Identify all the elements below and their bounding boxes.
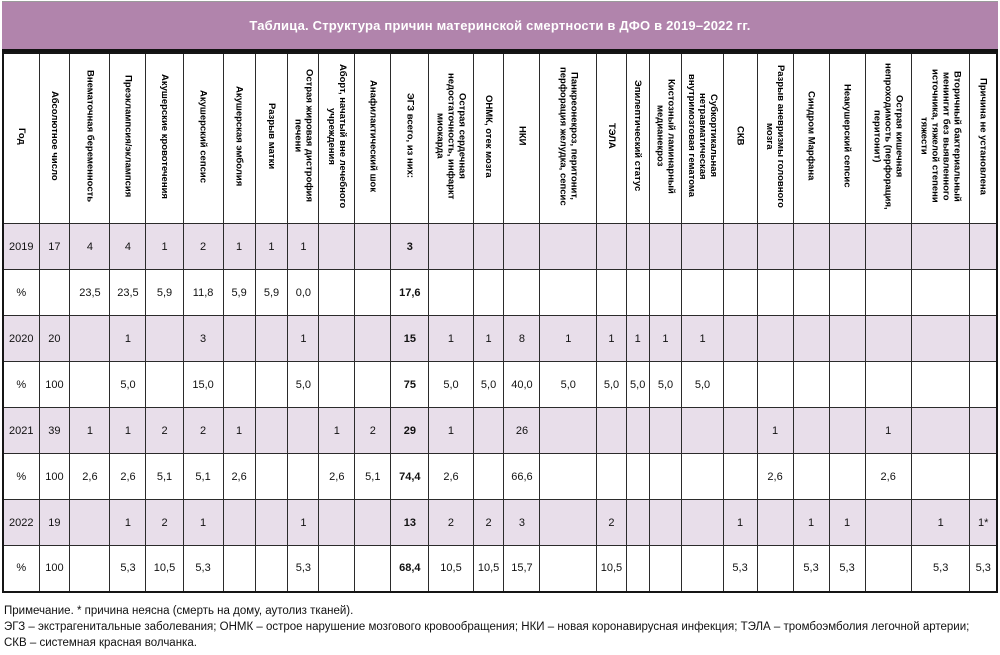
table-cell (288, 408, 319, 454)
table-cell (911, 454, 970, 500)
table-cell: 1 (793, 500, 829, 546)
column-header-label: Острая жировая дистрофия печени (292, 69, 315, 203)
table-cell (911, 316, 970, 362)
table-cell: 66,6 (504, 454, 540, 500)
column-header-label: Акушерский сепсис (197, 89, 209, 183)
table-cell (70, 316, 110, 362)
column-header-label: ОНМК, отек мозга (483, 94, 495, 178)
page (2, 1, 998, 651)
table-cell: 100 (39, 454, 70, 500)
table-cell: 2,6 (757, 454, 793, 500)
column-header (597, 53, 627, 224)
table-cell: 1 (429, 316, 473, 362)
column-header (865, 53, 911, 224)
table-cell (682, 270, 723, 316)
table-cell (355, 316, 391, 362)
table-cell: 1 (110, 408, 146, 454)
table-cell: 1* (970, 500, 997, 546)
table-cell (723, 408, 757, 454)
table-cell: 15,7 (504, 546, 540, 592)
table-cell (473, 224, 504, 270)
column-header (911, 53, 970, 224)
table-cell: 19 (39, 500, 70, 546)
table-cell: 2,6 (319, 454, 355, 500)
table-cell (223, 316, 255, 362)
table-cell (597, 270, 627, 316)
table-cell (911, 362, 970, 408)
table-cell: 75 (391, 362, 429, 408)
table-row-year (3, 316, 997, 362)
table-cell: 1 (110, 316, 146, 362)
table-cell: 1 (829, 500, 865, 546)
table-cell: 1 (473, 316, 504, 362)
column-header-label: Синдром Марфана (805, 91, 817, 181)
table-cell (39, 270, 70, 316)
table-cell: 17,6 (391, 270, 429, 316)
table-cell (626, 500, 649, 546)
table-cell (723, 316, 757, 362)
table-row-percent (3, 270, 997, 316)
table-cell: 4 (110, 224, 146, 270)
table-cell (626, 224, 649, 270)
table-cell: 15 (391, 316, 429, 362)
table-cell: 5,0 (626, 362, 649, 408)
table-cell: 5,0 (540, 362, 597, 408)
table-cell: 13 (391, 500, 429, 546)
table-title: Таблица. Структура причин материнской смертности в ДФО в 2019–2022 гг. (249, 18, 751, 33)
table-cell (793, 316, 829, 362)
table-cell (865, 546, 911, 592)
table-cell: 11,8 (183, 270, 223, 316)
row-label: % (3, 270, 39, 316)
table-cell (793, 224, 829, 270)
row-label: 2019 (3, 224, 39, 270)
column-header-label: Панкреонекроз, перитонит, перфорация желудка, сепсис (557, 66, 580, 206)
column-header-label: Вторичный бактериальный менингит без выявленного источника, тяжелой степени тяжести (918, 69, 963, 203)
column-header (540, 53, 597, 224)
table-cell (255, 362, 288, 408)
table-cell (970, 454, 997, 500)
table-cell (970, 224, 997, 270)
table-cell (793, 454, 829, 500)
column-header (429, 53, 473, 224)
table-cell: 1 (288, 500, 319, 546)
table-cell: 2,6 (110, 454, 146, 500)
table-cell (626, 270, 649, 316)
column-header-label: Разрыв матки (265, 102, 277, 170)
table-cell (626, 408, 649, 454)
table-body (3, 224, 997, 592)
table-cell (682, 408, 723, 454)
table-cell (757, 270, 793, 316)
table-cell: 5,0 (473, 362, 504, 408)
table-cell: 40,0 (504, 362, 540, 408)
table-cell: 1 (146, 224, 183, 270)
table-cell (682, 224, 723, 270)
table-cell: 1 (183, 500, 223, 546)
table-cell (473, 454, 504, 500)
table-cell (793, 270, 829, 316)
mortality-table (2, 52, 998, 593)
column-header-label: Разрыв аневризмы головного мозга (764, 64, 787, 208)
column-header-label: Акушерские кровотечения (159, 73, 170, 199)
table-cell: 100 (39, 546, 70, 592)
table-cell (757, 500, 793, 546)
table-cell: 1 (319, 408, 355, 454)
table-cell: 5,3 (911, 546, 970, 592)
table-cell: 2 (146, 408, 183, 454)
table-cell (70, 362, 110, 408)
table-cell: 5,1 (355, 454, 391, 500)
column-header-label: ЭГЗ всего, из них: (404, 93, 416, 179)
table-cell: 1 (429, 408, 473, 454)
table-cell: 3 (183, 316, 223, 362)
column-header-label: Год (15, 127, 27, 145)
table-cell: 2,6 (70, 454, 110, 500)
table-cell (255, 546, 288, 592)
table-cell: 2 (183, 408, 223, 454)
table-cell (255, 316, 288, 362)
column-header (473, 53, 504, 224)
table-cell (255, 454, 288, 500)
table-cell (757, 362, 793, 408)
table-cell: 10,5 (429, 546, 473, 592)
column-header-label: Преэклампсия/эклампсия (122, 74, 134, 198)
table-cell (429, 270, 473, 316)
table-cell: 20 (39, 316, 70, 362)
column-header-label: Эпилептический статус (632, 80, 644, 192)
header-row (3, 53, 997, 224)
table-cell (865, 270, 911, 316)
column-header (391, 53, 429, 224)
table-cell: 5,0 (110, 362, 146, 408)
table-cell: 10,5 (146, 546, 183, 592)
table-cell (757, 316, 793, 362)
table-cell (723, 270, 757, 316)
column-header-label: СКВ (734, 126, 746, 146)
table-cell: 5,3 (829, 546, 865, 592)
table-cell: 17 (39, 224, 70, 270)
table-cell (597, 408, 627, 454)
table-cell (597, 224, 627, 270)
table-cell (355, 224, 391, 270)
table-cell: 68,4 (391, 546, 429, 592)
column-header (355, 53, 391, 224)
table-cell (473, 270, 504, 316)
table-cell (723, 454, 757, 500)
table-cell: 26 (504, 408, 540, 454)
table-cell: 5,9 (146, 270, 183, 316)
table-cell: 100 (39, 362, 70, 408)
table-cell: 39 (39, 408, 70, 454)
table-cell: 5,3 (110, 546, 146, 592)
table-cell (319, 270, 355, 316)
note-line: ЭГЗ – экстрагенитальные заболевания; ОНМК – острое нарушение мозгового кровообращения; НКИ – новая коронавирусная инфекция; ТЭЛА – тромбоэмболия легочной артерии; (4, 620, 970, 633)
table-cell (649, 408, 682, 454)
table-cell (649, 500, 682, 546)
table-cell (829, 224, 865, 270)
table-cell (970, 362, 997, 408)
table-cell: 8 (504, 316, 540, 362)
table-cell: 5,0 (429, 362, 473, 408)
column-header (70, 53, 110, 224)
column-header (146, 53, 183, 224)
table-cell (911, 224, 970, 270)
table-cell (626, 546, 649, 592)
table-cell: 5,3 (970, 546, 997, 592)
column-header (649, 53, 682, 224)
table-title-bar (2, 1, 998, 52)
table-cell: 1 (597, 316, 627, 362)
table-cell (682, 454, 723, 500)
note-line: Примечание. * причина неясна (смерть на дому, аутолиз тканей). (4, 604, 354, 617)
table-cell: 1 (223, 224, 255, 270)
table-cell: 23,5 (110, 270, 146, 316)
table-cell (649, 270, 682, 316)
table-cell (793, 408, 829, 454)
column-header (504, 53, 540, 224)
table-cell (970, 270, 997, 316)
table-cell: 5,3 (723, 546, 757, 592)
column-header (793, 53, 829, 224)
table-row-percent (3, 362, 997, 408)
table-cell (429, 224, 473, 270)
table-row-year (3, 224, 997, 270)
table-cell: 5,1 (183, 454, 223, 500)
column-header (682, 53, 723, 224)
table-cell: 3 (504, 500, 540, 546)
table-cell (319, 224, 355, 270)
table-cell (223, 546, 255, 592)
table-cell: 23,5 (70, 270, 110, 316)
table-cell (626, 454, 649, 500)
table-cell: 10,5 (597, 546, 627, 592)
row-label: % (3, 362, 39, 408)
table-cell (829, 316, 865, 362)
table-cell: 1 (223, 408, 255, 454)
table-cell (355, 270, 391, 316)
column-header-label: Абсолютное число (48, 91, 60, 181)
table-cell (649, 224, 682, 270)
column-header (110, 53, 146, 224)
table-row-year (3, 500, 997, 546)
table-cell (146, 316, 183, 362)
table-cell (288, 454, 319, 500)
row-label: 2022 (3, 500, 39, 546)
column-header (183, 53, 223, 224)
column-header-label: Анафилактический шок (367, 79, 379, 193)
table-cell (793, 362, 829, 408)
table-cell: 5,9 (223, 270, 255, 316)
table-cell: 5,3 (288, 546, 319, 592)
table-cell (865, 224, 911, 270)
column-header-label: Острая кишечная непроходимость (перфорация, перитонит) (871, 62, 905, 210)
table-cell: 15,0 (183, 362, 223, 408)
table-cell: 1 (911, 500, 970, 546)
table-cell (597, 454, 627, 500)
table-cell (319, 500, 355, 546)
table-cell (865, 316, 911, 362)
table-cell: 2,6 (429, 454, 473, 500)
table-cell (757, 546, 793, 592)
table-cell: 1 (626, 316, 649, 362)
table-cell (70, 546, 110, 592)
table-row-year (3, 408, 997, 454)
table-cell (355, 500, 391, 546)
table-cell (540, 500, 597, 546)
column-header-label: Внематочная беременность (84, 69, 96, 203)
table-cell (682, 546, 723, 592)
table-cell: 1 (757, 408, 793, 454)
note-line: СКВ – системная красная волчанка. (4, 636, 197, 649)
table-cell: 5,9 (255, 270, 288, 316)
table-cell: 1 (723, 500, 757, 546)
table-cell: 2 (355, 408, 391, 454)
table-cell: 5,0 (649, 362, 682, 408)
table-cell: 1 (110, 500, 146, 546)
table-cell: 1 (288, 224, 319, 270)
table-cell: 3 (391, 224, 429, 270)
table-notes (2, 593, 998, 651)
column-header-label: Аборт, начатый вне лечебного учреждения (325, 63, 348, 209)
column-header (288, 53, 319, 224)
table-cell: 1 (288, 316, 319, 362)
table-cell (355, 362, 391, 408)
table-cell (473, 408, 504, 454)
table-cell (319, 362, 355, 408)
column-header (39, 53, 70, 224)
table-cell: 2 (146, 500, 183, 546)
table-cell (682, 500, 723, 546)
column-header-label: ТЭЛА (605, 123, 617, 149)
table-cell: 5,0 (682, 362, 723, 408)
table-cell: 2 (183, 224, 223, 270)
table-cell (970, 408, 997, 454)
table-cell: 1 (865, 408, 911, 454)
table-cell (146, 362, 183, 408)
table-cell (829, 270, 865, 316)
column-header (626, 53, 649, 224)
table-cell (319, 546, 355, 592)
table-cell: 2 (429, 500, 473, 546)
column-header (3, 53, 39, 224)
table-cell: 1 (682, 316, 723, 362)
table-cell (255, 500, 288, 546)
table-cell (649, 454, 682, 500)
table-cell (723, 362, 757, 408)
table-cell: 5,0 (288, 362, 319, 408)
table-cell (540, 454, 597, 500)
column-header (319, 53, 355, 224)
table-header (3, 53, 997, 224)
column-header-label: Акушерская эмболия (233, 85, 245, 187)
table-cell (540, 546, 597, 592)
column-header-label: НКИ (516, 126, 528, 146)
column-header-label: Кистозный ламинарный медианекроз (654, 78, 677, 194)
column-header (255, 53, 288, 224)
table-row-percent (3, 454, 997, 500)
table-cell (319, 316, 355, 362)
table-cell (504, 224, 540, 270)
column-header (970, 53, 997, 224)
table-cell (255, 408, 288, 454)
column-header (723, 53, 757, 224)
table-cell: 1 (540, 316, 597, 362)
table-cell (911, 270, 970, 316)
row-label: 2021 (3, 408, 39, 454)
table-cell (649, 546, 682, 592)
table-cell (970, 316, 997, 362)
table-cell (829, 408, 865, 454)
table-cell: 10,5 (473, 546, 504, 592)
column-header (223, 53, 255, 224)
table-cell: 5,3 (183, 546, 223, 592)
table-cell (723, 224, 757, 270)
column-header-label: Острая сердечная недостаточность, инфаркт миокарда (434, 72, 468, 200)
table-cell: 2,6 (865, 454, 911, 500)
column-header-label: Неакушерский сепсис (841, 84, 853, 188)
table-cell: 4 (70, 224, 110, 270)
table-cell (865, 500, 911, 546)
table-cell (504, 270, 540, 316)
table-cell: 5,1 (146, 454, 183, 500)
row-label: 2020 (3, 316, 39, 362)
table-cell: 2 (597, 500, 627, 546)
table-cell (540, 270, 597, 316)
table-cell (829, 454, 865, 500)
column-header-label: Субкортикальная нетравматическая внутримозговая гематома (686, 74, 720, 198)
table-cell (865, 362, 911, 408)
table-cell: 1 (70, 408, 110, 454)
table-cell (829, 362, 865, 408)
row-label: % (3, 546, 39, 592)
column-header-label: Причина не установлена (977, 77, 989, 195)
table-cell (70, 500, 110, 546)
table-cell: 2,6 (223, 454, 255, 500)
table-cell: 1 (255, 224, 288, 270)
table-cell: 74,4 (391, 454, 429, 500)
table-cell (223, 362, 255, 408)
table-cell: 29 (391, 408, 429, 454)
table-cell: 1 (649, 316, 682, 362)
table-cell (911, 408, 970, 454)
table-cell (223, 500, 255, 546)
table-cell: 5,0 (597, 362, 627, 408)
table-cell: 2 (473, 500, 504, 546)
table-cell (540, 224, 597, 270)
column-header (757, 53, 793, 224)
table-cell (757, 224, 793, 270)
table-cell (540, 408, 597, 454)
table-cell (355, 546, 391, 592)
row-label: % (3, 454, 39, 500)
table-row-percent (3, 546, 997, 592)
column-header (829, 53, 865, 224)
table-cell: 5,3 (793, 546, 829, 592)
table-cell: 0,0 (288, 270, 319, 316)
